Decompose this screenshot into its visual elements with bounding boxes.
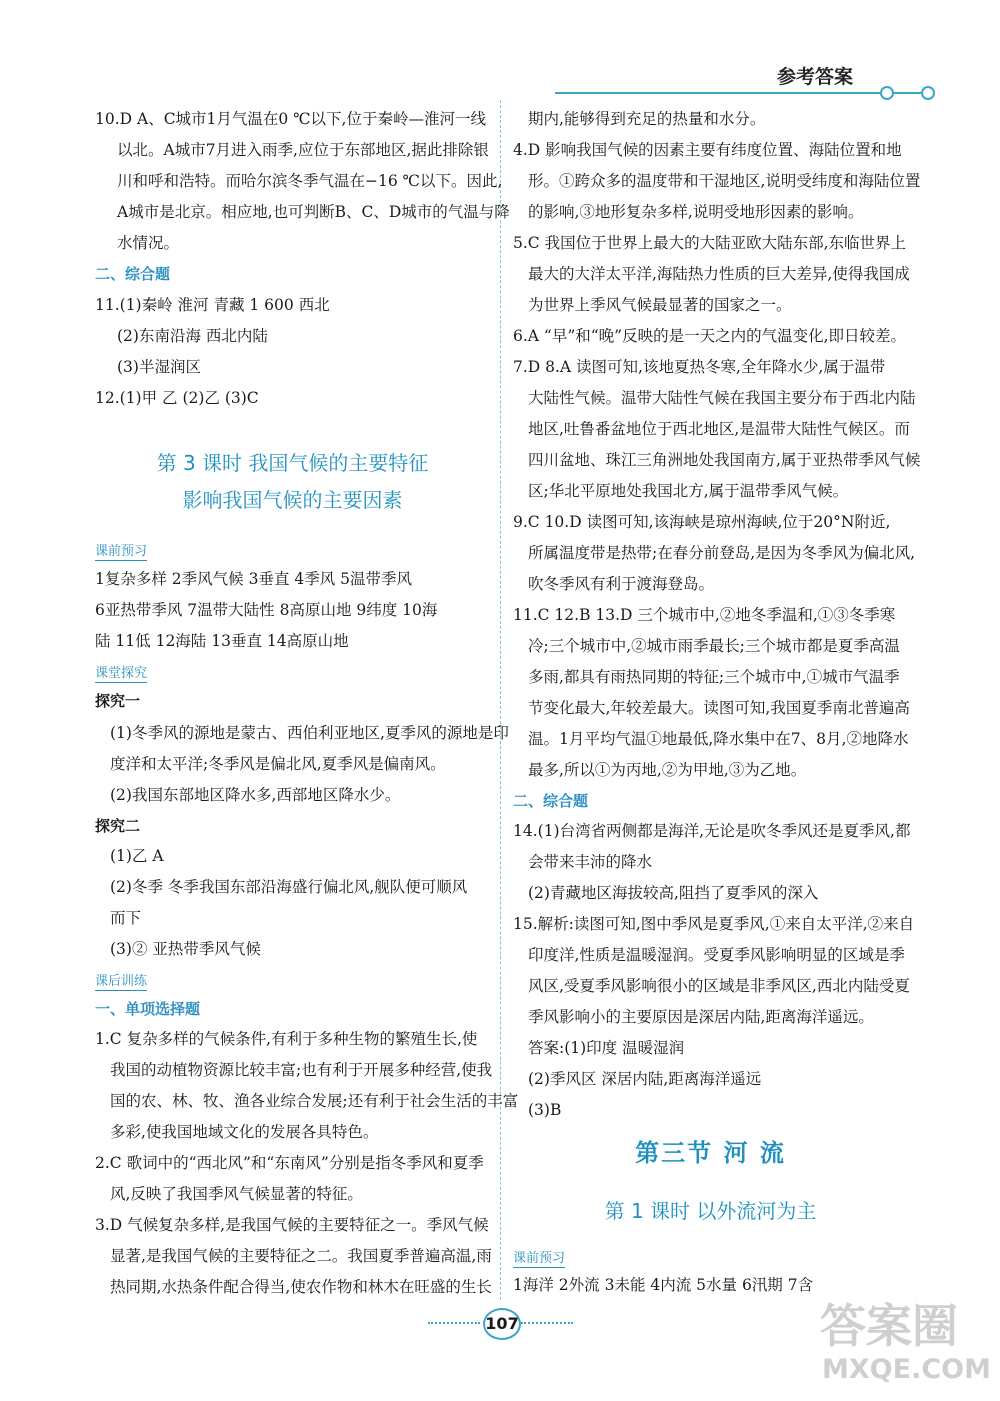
answer-text: 印度洋,性质是温暖湿润。受夏季风影响明显的区域是季 — [528, 946, 905, 964]
answer-text: 所属温度带是热带;在春分前登岛,是因为冬季风为偏北风, — [528, 544, 916, 562]
left-line — [117, 325, 268, 347]
right-line — [513, 232, 906, 254]
right-line — [528, 449, 920, 471]
left-line — [95, 1152, 484, 1174]
right-line — [528, 759, 806, 781]
left-line — [110, 845, 164, 867]
left-line — [95, 539, 147, 563]
right-line — [513, 913, 914, 935]
answer-text: (3)B — [528, 1101, 562, 1119]
left-line — [117, 201, 510, 223]
answer-text: 我国的动植物资源比较丰富;也有利于开展多种经营,使我 — [110, 1061, 493, 1079]
right-line — [528, 294, 792, 316]
right-line — [513, 604, 895, 626]
answer-text: 1.C 复杂多样的气候条件,有利于多种生物的繁殖生长,使 — [95, 1030, 478, 1048]
left-line — [95, 568, 412, 590]
left-line — [95, 1214, 489, 1236]
right-line — [528, 666, 900, 688]
right-line — [528, 1037, 684, 1059]
right-line — [528, 635, 900, 657]
right-line — [528, 108, 765, 130]
right-line — [513, 325, 906, 347]
answer-text: 14.(1)台湾省两侧都是海洋,无论是吹冬季风还是夏季风,都 — [513, 822, 911, 840]
answer-text: 显著,是我国气候的主要特征之二。我国夏季普遍高温,雨 — [110, 1247, 492, 1265]
answer-text: 最多,所以①为丙地,②为甲地,③为乙地。 — [528, 761, 807, 779]
answer-text: 5.C 我国位于世界上最大的大陆亚欧大陆东部,东临世界上 — [513, 234, 907, 252]
answer-text: 多雨,都具有雨热同期的特征;三个城市中,①城市气温季 — [528, 668, 900, 686]
answer-text: 2.C 歌词中的“西北风”和“东南风”分别是指冬季风和夏季 — [95, 1154, 484, 1172]
page-number-dots-left — [428, 1322, 480, 1324]
answer-text: 6亚热带季风 7温带大陆性 8高原山地 9纬度 10海 — [95, 601, 438, 619]
left-line — [110, 1276, 492, 1298]
left-line — [95, 263, 170, 285]
left-line — [110, 907, 141, 929]
left-line — [117, 232, 179, 254]
left-line — [117, 139, 489, 161]
answer-text: 多彩,使我国地域文化的发展各具特色。 — [110, 1123, 379, 1141]
left-line — [110, 1121, 378, 1143]
left-line — [95, 387, 259, 409]
subsection-label: 课前预习 — [95, 544, 148, 559]
header-circle-icon — [880, 86, 894, 100]
answer-text: (2)青藏地区海拔较高,阻挡了夏季风的深入 — [528, 884, 819, 902]
right-line — [513, 139, 902, 161]
answer-text: 风区,受夏季风影响很小的区域是非季风区,西北内陆受夏 — [528, 977, 910, 995]
answer-text: (2)东南沿海 西北内陆 — [117, 327, 268, 345]
right-line — [513, 356, 885, 378]
right-line — [528, 387, 916, 409]
section-heading: 二、综合题 — [513, 792, 589, 810]
answer-text: 9.C 10.D 读图可知,该海峡是琼州海峡,位于20°N附近, — [513, 513, 891, 531]
left-line — [110, 1059, 492, 1081]
answer-text: 答案:(1)印度 温暖湿润 — [528, 1039, 685, 1057]
left-line — [110, 938, 261, 960]
section-heading: 探究二 — [95, 817, 141, 835]
right-line — [528, 1068, 761, 1090]
answer-text: 形。①跨众多的温度带和干湿地区,说明受纬度和海陆位置 — [528, 172, 921, 190]
answer-text: 最大的大洋太平洋,海陆热力性质的巨大差异,使得我国成 — [528, 265, 910, 283]
left-line — [95, 969, 147, 993]
watermark-logo — [820, 1290, 990, 1395]
right-line — [528, 542, 915, 564]
answer-text: 季风影响小的主要原因是深居内陆,距离海洋遥远。 — [528, 1008, 874, 1026]
section3-title: 第三节 河 流 — [635, 1138, 786, 1167]
answer-text: 7.D 8.A 读图可知,该地夏热冬寒,全年降水少,属于温带 — [513, 358, 886, 376]
answer-text: 为世界上季风气候最显著的国家之一。 — [528, 296, 792, 314]
left-line — [117, 356, 201, 378]
right-line — [513, 1246, 565, 1270]
left-line — [95, 108, 486, 130]
left-line — [95, 815, 140, 837]
right-line — [528, 263, 910, 285]
subsection-label: 课堂探究 — [95, 666, 148, 681]
left-line — [110, 1245, 492, 1267]
section3-lesson1-title: 第 1 课时 以外流河为主 — [604, 1199, 817, 1223]
answer-text: 大陆性气候。温带大陆性气候在我国主要分布于西北内陆 — [528, 389, 916, 407]
left-line — [110, 876, 467, 898]
page-number: 107 — [483, 1308, 521, 1340]
left-line — [110, 1183, 363, 1205]
watermark-text-cn: 答案圈 — [820, 1299, 958, 1353]
answer-text: (1)乙 A — [110, 847, 164, 865]
section-heading: 一、单项选择题 — [95, 1000, 201, 1018]
left-line — [95, 1028, 477, 1050]
right-line — [528, 1099, 561, 1121]
answer-text: 冷;三个城市中,②城市雨季最长;三个城市都是夏季高温 — [528, 637, 900, 655]
left-line — [110, 722, 509, 744]
section-heading: 探究一 — [95, 692, 141, 710]
right-line — [513, 820, 910, 842]
subsection-label: 课前预习 — [513, 1251, 566, 1266]
answer-text: 的影响,③地形复杂多样,说明受地形因素的影响。 — [528, 203, 864, 221]
answer-text: 15.解析:读图可知,图中季风是夏季风,①来自太平洋,②来自 — [513, 915, 915, 933]
right-line — [528, 1006, 874, 1028]
answer-text: 11.(1)秦岭 淮河 青藏 1 600 西北 — [95, 296, 330, 314]
answer-text: (2)冬季 冬季我国东部沿海盛行偏北风,舰队便可顺风 — [110, 878, 468, 896]
answer-text: (3)② 亚热带季风气候 — [110, 940, 261, 958]
answer-text: 陆 11低 12海陆 13垂直 14高原山地 — [95, 632, 349, 650]
answer-text: 水情况。 — [117, 234, 180, 252]
lesson3-title-line1: 第 3 课时 我国气候的主要特征 — [156, 451, 429, 475]
lesson3-title-line2: 影响我国气候的主要因素 — [182, 488, 403, 512]
answer-text: 热同期,水热条件配合得当,使农作物和林木在旺盛的生长 — [110, 1278, 492, 1296]
answer-text: 11.C 12.B 13.D 三个城市中,②地冬季温和,①③冬季寒 — [513, 606, 896, 624]
answer-text: 3.D 气候复杂多样,是我国气候的主要特征之一。季风气候 — [95, 1216, 489, 1234]
right-line — [528, 944, 905, 966]
left-line — [95, 998, 200, 1020]
right-line — [528, 573, 714, 595]
answer-text: 10.D A、C城市1月气温在0 ℃以下,位于秦岭—淮河一线 — [95, 110, 486, 128]
right-line — [528, 418, 910, 440]
answer-text: 1复杂多样 2季风气候 3垂直 4季风 5温带季风 — [95, 570, 413, 588]
header-title: 参考答案 — [776, 66, 853, 88]
right-line — [528, 728, 908, 750]
right-line — [528, 697, 910, 719]
answer-text: 吹冬季风有利于渡海登岛。 — [528, 575, 715, 593]
answer-text: 1海洋 2外流 3未能 4内流 5水量 6汛期 7含 — [513, 1276, 814, 1294]
page-number-dots-right — [521, 1322, 573, 1324]
left-line — [95, 630, 349, 652]
answer-text: (2)季风区 深居内陆,距离海洋遥远 — [528, 1070, 762, 1088]
answer-text: 而下 — [110, 909, 142, 927]
answer-text: 川和呼和浩特。而哈尔滨冬季气温在−16 ℃以下。因此, — [117, 172, 503, 190]
answer-text: 度洋和太平洋;冬季风是偏北风,夏季风是偏南风。 — [110, 755, 446, 773]
right-line — [513, 1274, 813, 1296]
left-line — [110, 784, 400, 806]
right-line — [528, 882, 818, 904]
answer-text: 温。1月平均气温①地最低,降水集中在7、8月,②地降水 — [528, 730, 909, 748]
answer-text: 12.(1)甲 乙 (2)乙 (3)C — [95, 389, 259, 407]
answer-text: (3)半湿润区 — [117, 358, 201, 376]
answer-text: 区;华北平原地处我国北方,属于温带季风气候。 — [528, 482, 849, 500]
left-line — [110, 753, 446, 775]
right-line — [528, 975, 910, 997]
answer-text: 6.A “早”和“晚”反映的是一天之内的气温变化,即日较差。 — [513, 327, 907, 345]
answer-text: 4.D 影响我国气候的因素主要有纬度位置、海陆位置和地 — [513, 141, 902, 159]
right-line — [528, 170, 920, 192]
column-divider — [500, 100, 501, 1300]
right-line — [528, 201, 863, 223]
answer-text: 以北。A城市7月进入雨季,应位于东部地区,据此排除银 — [117, 141, 489, 159]
answer-text: (2)我国东部地区降水多,西部地区降水少。 — [110, 786, 401, 804]
answer-text: 会带来丰沛的降水 — [528, 853, 653, 871]
page-number-badge — [428, 1308, 573, 1338]
watermark-text-en: MXQE.COM — [822, 1354, 991, 1385]
right-line — [513, 790, 588, 812]
answer-text: 风,反映了我国季风气候显著的特征。 — [110, 1185, 363, 1203]
left-line — [95, 690, 140, 712]
right-line — [528, 480, 848, 502]
answer-text: (1)冬季风的源地是蒙古、西伯利亚地区,夏季风的源地是印 — [110, 724, 509, 742]
answer-text: A城市是北京。相应地,也可判断B、C、D城市的气温与降 — [117, 203, 510, 221]
header-circle-icon — [921, 86, 935, 100]
left-line — [117, 170, 502, 192]
left-line — [110, 1090, 518, 1112]
answer-text: 地区,吐鲁番盆地位于西北地区,是温带大陆性气候区。而 — [528, 420, 910, 438]
subsection-label: 课后训练 — [95, 974, 148, 989]
answer-text: 国的农、林、牧、渔各业综合发展;还有利于社会生活的丰富 — [110, 1092, 519, 1110]
answer-text: 节变化最大,年较差最大。读图可知,我国夏季南北普遍高 — [528, 699, 910, 717]
left-line — [95, 599, 437, 621]
left-line — [95, 294, 330, 316]
answer-text: 四川盆地、珠江三角洲地处我国南方,属于亚热带季风气候 — [528, 451, 921, 469]
right-line — [513, 511, 890, 533]
right-line — [528, 851, 652, 873]
answer-text: 期内,能够得到充足的热量和水分。 — [528, 110, 766, 128]
section-heading: 二、综合题 — [95, 265, 171, 283]
header-rule — [555, 92, 925, 94]
left-line — [95, 661, 147, 685]
